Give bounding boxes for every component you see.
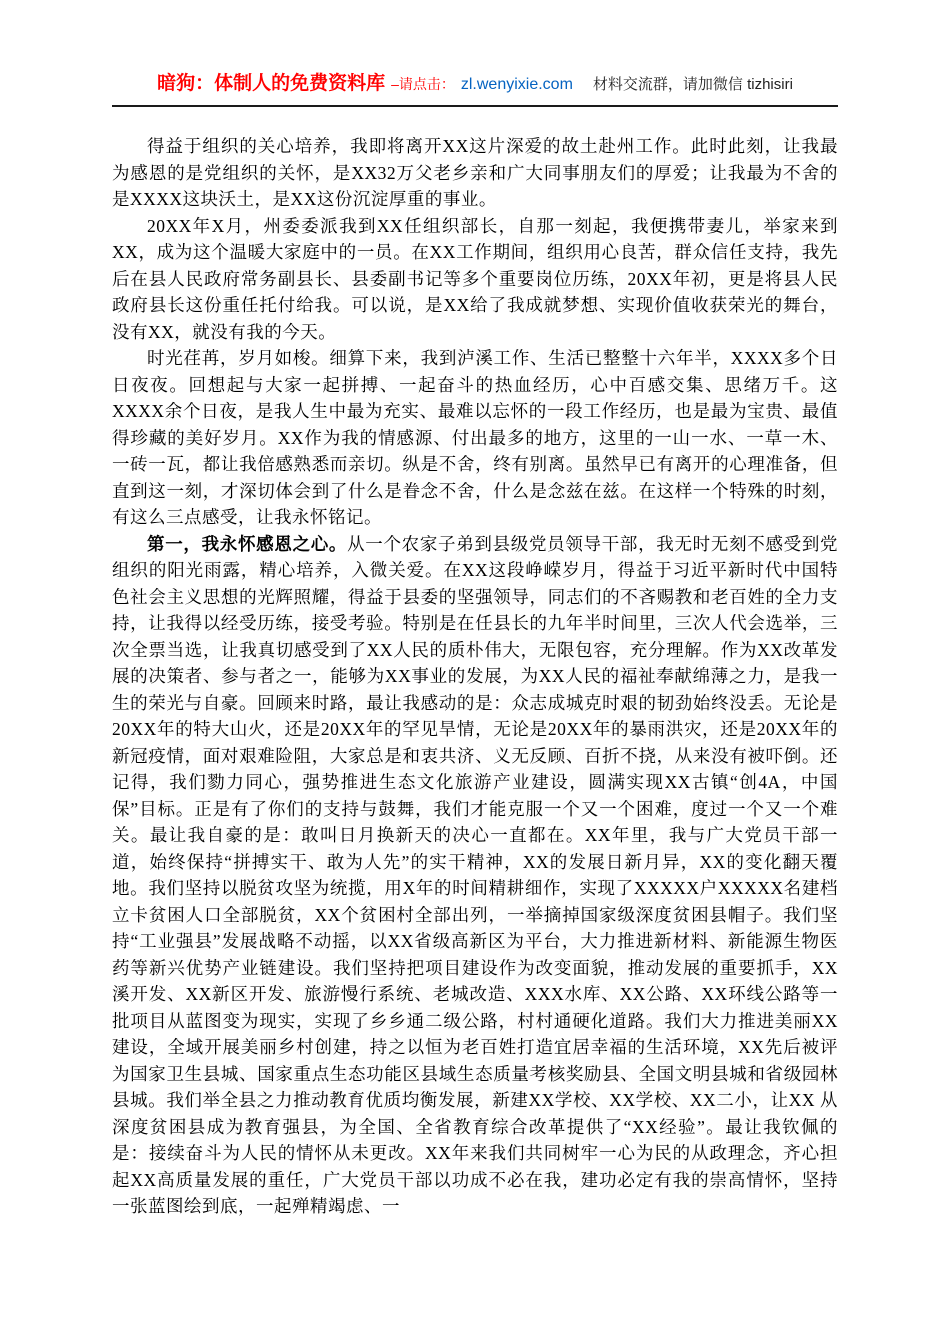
paragraph-4 bbox=[112, 531, 838, 1220]
promo-link[interactable]: zl.wenyixie.com bbox=[460, 76, 573, 93]
document-body bbox=[112, 133, 838, 1220]
promo-brand: 暗狗：体制人的免费资料库 bbox=[157, 73, 386, 94]
paragraph-1: 得益于组织的关心培养，我即将离开XX这片深爱的故土赴州工作。此时此刻，让我最为感恩的是党组织的关怀，是XX32万父老乡亲和广大同事朋友们的厚爱；让我最为不舍的是XXXX这块沃土，是XX这份沉淀厚重的事业。 bbox=[112, 136, 838, 209]
promo-prompt: –请点击： bbox=[391, 76, 455, 92]
promo-header bbox=[112, 68, 838, 107]
paragraph-4-lead: 第一，我永怀感恩之心。 bbox=[147, 533, 348, 554]
paragraph-4-text: 从一个农家子弟到县级党员领导干部，我无时无刻不感受到党组织的阳光雨露，精心培养，入微关爱。在XX这段峥嵘岁月，得益于习近平新时代中国特色社会主义思想的光辉照耀，得益于县委的坚强领导，同志们的不吝赐教和老百姓的全力支持，让我得以经受历练，接受考验。特别是在任县长的九年半时间里，三次人代会选举，三次全票当选，让我真切感受到了XX人民的质朴伟大，无限包容，充分理解。作为XX改革发展的决策者、参与者之一，能够为XX事业的发展，为XX人民的福祉奉献绵薄之力，是我一生的荣光与自豪。回顾来时路，最让我感动的是：众志成城克时艰的韧劲始终没丢。无论是20XX年的特大山火，还是20XX年的罕见旱情，无论是20XX年的暴雨洪灾，还是20XX年的新冠疫情，面对艰难险阻，大家总是和衷共济、义无反顾、百折不挠，从来没有被吓倒。还记得，我们勠力同心，强势推进生态文化旅游产业建设，圆满实现XX古镇“创4A，中国保”目标。正是有了你们的支持与鼓舞，我们才能克服一个又一个困难，度过一个又一个难关。最让我自豪的是：敢叫日月换新天的决心一直都在。XX年里，我与广大党员干部一道，始终保持“拼搏实干、敢为人先”的实干精神，XX的发展日新月异，XX的变化翻天覆地。我们坚持以脱贫攻坚为统揽，用X年的时间精耕细作，实现了XXXXX户XXXXX名建档立卡贫困人口全部脱贫，XX个贫困村全部出列，一举摘掉国家级深度贫困县帽子。我们坚持“工业强县”发展战略不动摇，以XX省级高新区为平台，大力推进新材料、新能源生物医药等新兴优势产业链建设。我们坚持把项目建设作为改变面貌，推动发展的重要抓手，XX溪开发、XX新区开发、旅游慢行系统、老城改造、XXX水库、XX公路、XX环线公路等一批项目从蓝图变为现实，实现了乡乡通二级公路，村村通硬化道路。我们大力推进美丽XX建设，全域开展美丽乡村创建，持之以恒为老百姓打造宜居幸福的生活环境，XX先后被评为国家卫生县城、国家重点生态功能区县域生态质量考核奖励县、全国文明县城和省级园林县城。我们举全县之力推动教育优质均衡发展，新建XX学校、XX学校、XX二小，让XX 从深度贫困县成为教育强县，为全国、全省教育综合改革提供了“XX经验”。最让我钦佩的是：接续奋斗为人民的情怀从未更改。XX年来我们共同树牢一心为民的从政理念，齐心担起XX高质量发展的重任，广大党员干部以功成不必在我，建功必定有我的崇高情怀，坚持一张蓝图绘到底，一起殚精竭虑、一 bbox=[112, 533, 839, 1216]
paragraph-2: 20XX年X月，州委委派我到XX任组织部长，自那一刻起，我便携带妻儿，举家来到XX，成为这个温暖大家庭中的一员。在XX工作期间，组织用心良苦，群众信任支持，我先后在县人民政府常务副县长、县委副书记等多个重要岗位历练，20XX年初，更是将县人民政府县长这份重任托付给我。可以说，是XX给了我成就梦想、实现价值收获荣光的舞台，没有XX，就没有我的今天。 bbox=[112, 215, 838, 342]
promo-note: 材料交流群，请加微信 tizhisiri bbox=[592, 76, 793, 93]
paragraph-3: 时光荏苒，岁月如梭。细算下来，我到泸溪工作、生活已整整十六年半，XXXX多个日日夜夜。回想起与大家一起拼搏、一起奋斗的热血经历，心中百感交集、思绪万千。这XXXX余个日夜，是我人生中最为充实、最难以忘怀的一段工作经历，也是最为宝贵、最值得珍藏的美好岁月。XX作为我的情感源、付出最多的地方，这里的一山一水、一草一木、一砖一瓦，都让我倍感熟悉而亲切。纵是不舍，终有别离。虽然早已有离开的心理准备，但直到这一刻，才深切体会到了什么是眷念不舍，什么是念兹在兹。在这样一个特殊的时刻，有这么三点感受，让我永怀铭记。 bbox=[112, 348, 838, 527]
